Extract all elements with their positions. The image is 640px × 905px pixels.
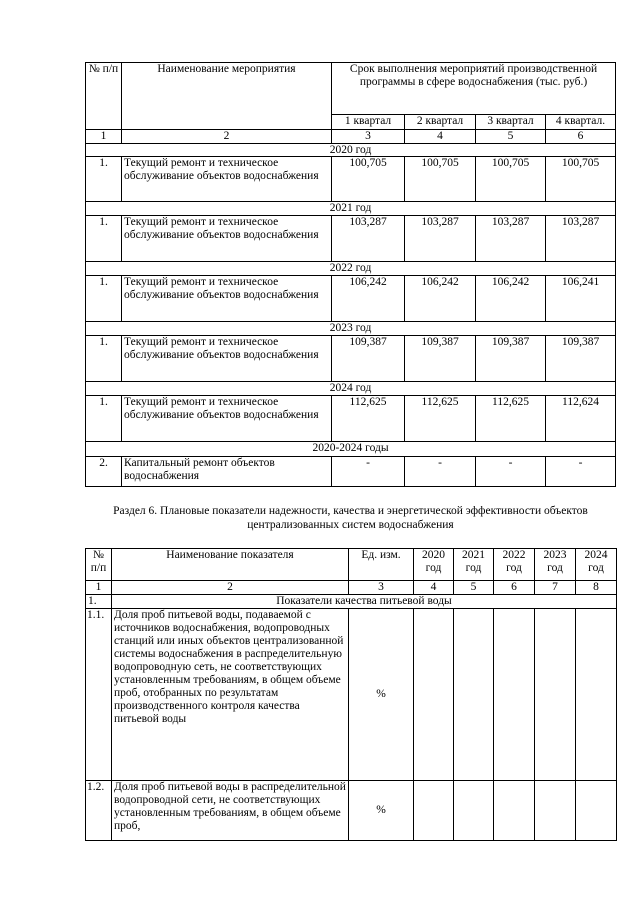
header-unit: Ед. изм. — [349, 549, 414, 581]
year-header: 2024 год — [86, 382, 616, 396]
row-unit: % — [349, 609, 414, 781]
header-year: 2020 год — [414, 549, 454, 581]
table-row — [86, 457, 616, 487]
row-value: - — [546, 457, 616, 487]
year-cell — [414, 609, 454, 781]
header-period: Срок выполнения мероприятий производственной программы в сфере водоснабжения (тыс. руб.) — [332, 63, 616, 115]
row-name: Доля проб питьевой воды в распределительной водопроводной сети, не соответствующих установленным требованиям, в общем объеме проб, — [112, 781, 349, 841]
header-year: 2022 год — [494, 549, 535, 581]
row-name: Текущий ремонт и техническое обслуживание объектов водоснабжения — [122, 216, 332, 262]
table-row — [86, 336, 616, 382]
row-value: 106,242 — [405, 276, 476, 322]
row-value: 106,241 — [546, 276, 616, 322]
row-value: 100,705 — [332, 157, 405, 202]
column-number: 8 — [576, 581, 617, 595]
year-cell — [535, 609, 576, 781]
header-name: Наименование мероприятия — [122, 63, 332, 130]
row-value: 103,287 — [405, 216, 476, 262]
row-num: 1. — [86, 276, 122, 322]
row-name: Текущий ремонт и техническое обслуживание объектов водоснабжения — [122, 336, 332, 382]
column-number: 5 — [476, 130, 546, 144]
column-number: 2 — [122, 130, 332, 144]
row-name: Доля проб питьевой воды, подаваемой с источников водоснабжения, водопроводных станций или иных объектов централизованной системы водоснабжения в распределительную водопроводную сеть, не соответствующих установленным требованиям, в общем объеме проб, отобранных по результатам производственного контроля качества питьевой воды — [112, 609, 349, 781]
row-name: Текущий ремонт и техническое обслуживание объектов водоснабжения — [122, 396, 332, 442]
row-value: 112,625 — [476, 396, 546, 442]
column-number: 3 — [349, 581, 414, 595]
column-number: 1 — [86, 581, 112, 595]
table-row — [86, 781, 617, 841]
column-number: 7 — [535, 581, 576, 595]
table-row — [86, 396, 616, 442]
row-value: 109,387 — [405, 336, 476, 382]
row-name: Капитальный ремонт объектов водоснабжения — [122, 457, 332, 487]
row-name: Текущий ремонт и техническое обслуживание объектов водоснабжения — [122, 276, 332, 322]
indicators-table — [85, 548, 617, 841]
year-cell — [494, 781, 535, 841]
column-number: 2 — [112, 581, 349, 595]
row-num: 1. — [86, 396, 122, 442]
year-header: 2021 год — [86, 202, 616, 216]
row-value: 109,387 — [332, 336, 405, 382]
column-number: 4 — [414, 581, 454, 595]
row-num: 2. — [86, 457, 122, 487]
row-num: 1. — [86, 336, 122, 382]
row-num: 1. — [86, 216, 122, 262]
header-name: Наименование показателя — [112, 549, 349, 581]
row-num: 1. — [86, 157, 122, 202]
column-number: 6 — [494, 581, 535, 595]
row-value: 100,705 — [546, 157, 616, 202]
row-num: 1.2. — [86, 781, 112, 841]
header-year: 2021 год — [454, 549, 494, 581]
header-year: 2024 год — [576, 549, 617, 581]
header-quarter: 3 квартал — [476, 115, 546, 130]
header-num: № п/п — [86, 63, 122, 130]
year-header: 2022 год — [86, 262, 616, 276]
row-value: 103,287 — [332, 216, 405, 262]
table-row — [86, 609, 617, 781]
row-value: 100,705 — [405, 157, 476, 202]
header-year: 2023 год — [535, 549, 576, 581]
row-value: 109,387 — [546, 336, 616, 382]
column-number: 5 — [454, 581, 494, 595]
row-value: - — [405, 457, 476, 487]
year-cell — [535, 781, 576, 841]
year-cell — [576, 781, 617, 841]
header-num: № п/п — [86, 549, 112, 581]
year-cell — [576, 609, 617, 781]
row-num: 1.1. — [86, 609, 112, 781]
group-num: 1. — [86, 595, 112, 609]
header-quarter: 1 квартал — [332, 115, 405, 130]
year-cell — [454, 781, 494, 841]
row-value: 103,287 — [546, 216, 616, 262]
year-cell — [414, 781, 454, 841]
row-value: 112,625 — [405, 396, 476, 442]
column-number: 3 — [332, 130, 405, 144]
row-name: Текущий ремонт и техническое обслуживание объектов водоснабжения — [122, 157, 332, 202]
year-cell — [454, 609, 494, 781]
row-value: 100,705 — [476, 157, 546, 202]
table-row — [86, 216, 616, 262]
row-value: 106,242 — [332, 276, 405, 322]
column-number: 1 — [86, 130, 122, 144]
row-value: 109,387 — [476, 336, 546, 382]
year-header: 2020-2024 годы — [86, 442, 616, 457]
column-number: 4 — [405, 130, 476, 144]
table-row — [86, 157, 616, 202]
row-value: 103,287 — [476, 216, 546, 262]
row-unit: % — [349, 781, 414, 841]
program-schedule-table — [85, 62, 616, 487]
year-cell — [494, 609, 535, 781]
year-header: 2023 год — [86, 322, 616, 336]
row-value: 112,625 — [332, 396, 405, 442]
header-quarter: 4 квартал. — [546, 115, 616, 130]
group-title: Показатели качества питьевой воды — [112, 595, 617, 609]
header-quarter: 2 квартал — [405, 115, 476, 130]
row-value: 112,624 — [546, 396, 616, 442]
section-title: Раздел 6. Плановые показатели надежности, качества и энергетической эффективности объектов централизованных систем водоснабжения — [113, 505, 588, 531]
row-value: - — [476, 457, 546, 487]
table-row — [86, 276, 616, 322]
row-value: - — [332, 457, 405, 487]
year-header: 2020 год — [86, 144, 616, 157]
column-number: 6 — [546, 130, 616, 144]
row-value: 106,242 — [476, 276, 546, 322]
